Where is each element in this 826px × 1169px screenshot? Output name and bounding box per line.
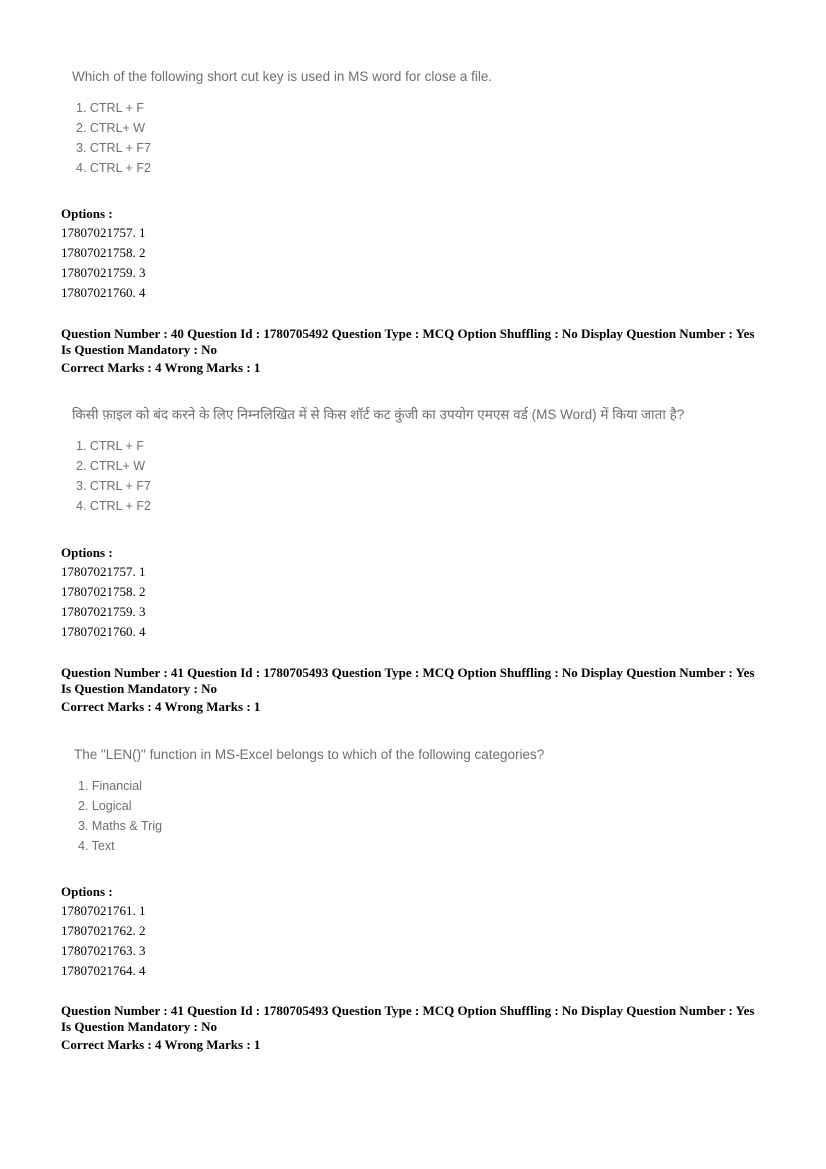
question-text: Which of the following short cut key is used in MS word for close a file. (72, 69, 493, 84)
options-block-3 (61, 882, 146, 981)
options-label: Options : (61, 545, 113, 560)
choice-list (76, 98, 492, 178)
choice-item: 2. CTRL+ W (76, 459, 146, 473)
question-meta-4 (61, 1003, 781, 1053)
option-id: 17807021761. 1 (61, 903, 146, 918)
choice-item: 1. CTRL + F (76, 101, 144, 115)
option-id: 17807021758. 2 (61, 245, 146, 260)
choice-list (78, 776, 544, 856)
question-meta-line: Question Number : 41 Question Id : 1780705493 Question Type : MCQ Option Shuffling : No Display Question Number : Yes (61, 665, 755, 680)
question-image-2 (72, 406, 684, 516)
options-block-2 (61, 543, 146, 642)
choice-item: 4. CTRL + F2 (76, 499, 151, 513)
choice-list (76, 436, 684, 516)
question-text: The "LEN()" function in MS-Excel belongs to which of the following categories? (74, 747, 545, 762)
option-id: 17807021757. 1 (61, 564, 146, 579)
mandatory-line: Is Question Mandatory : No (61, 1019, 218, 1034)
options-block-1 (61, 204, 146, 303)
marks-line: Correct Marks : 4 Wrong Marks : 1 (61, 699, 261, 714)
option-id: 17807021760. 4 (61, 624, 146, 639)
option-id: 17807021764. 4 (61, 963, 146, 978)
option-id: 17807021762. 2 (61, 923, 146, 938)
mandatory-line: Is Question Mandatory : No (61, 681, 218, 696)
question-image-1 (72, 68, 492, 178)
choice-item: 3. CTRL + F7 (76, 479, 151, 493)
marks-line: Correct Marks : 4 Wrong Marks : 1 (61, 1037, 261, 1052)
marks-line: Correct Marks : 4 Wrong Marks : 1 (61, 360, 261, 375)
option-id: 17807021759. 3 (61, 604, 146, 619)
option-id: 17807021759. 3 (61, 265, 146, 280)
question-meta-line: Question Number : 41 Question Id : 1780705493 Question Type : MCQ Option Shuffling : No Display Question Number : Yes (61, 1003, 755, 1018)
choice-item: 4. Text (78, 839, 115, 853)
choice-item: 3. CTRL + F7 (76, 141, 151, 155)
choice-item: 4. CTRL + F2 (76, 161, 151, 175)
mandatory-line: Is Question Mandatory : No (61, 342, 218, 357)
option-id: 17807021760. 4 (61, 285, 146, 300)
choice-item: 1. CTRL + F (76, 439, 144, 453)
options-label: Options : (61, 884, 113, 899)
option-id: 17807021757. 1 (61, 225, 146, 240)
question-meta-line: Question Number : 40 Question Id : 1780705492 Question Type : MCQ Option Shuffling : No Display Question Number : Yes (61, 326, 755, 341)
option-id: 17807021758. 2 (61, 584, 146, 599)
options-label: Options : (61, 206, 113, 221)
choice-item: 1. Financial (78, 779, 142, 793)
choice-item: 2. CTRL+ W (76, 121, 146, 135)
question-meta-3 (61, 665, 781, 715)
question-image-3 (74, 746, 544, 856)
choice-item: 3. Maths & Trig (78, 819, 163, 833)
option-id: 17807021763. 3 (61, 943, 146, 958)
question-meta-2 (61, 326, 781, 376)
question-text: किसी फ़ाइल को बंद करने के लिए निम्नलिखित में से किस शॉर्ट कट कुंजी का उपयोग एमएस वर्ड (MS Word) में किया जाता है? (72, 407, 685, 422)
choice-item: 2. Logical (78, 799, 132, 813)
